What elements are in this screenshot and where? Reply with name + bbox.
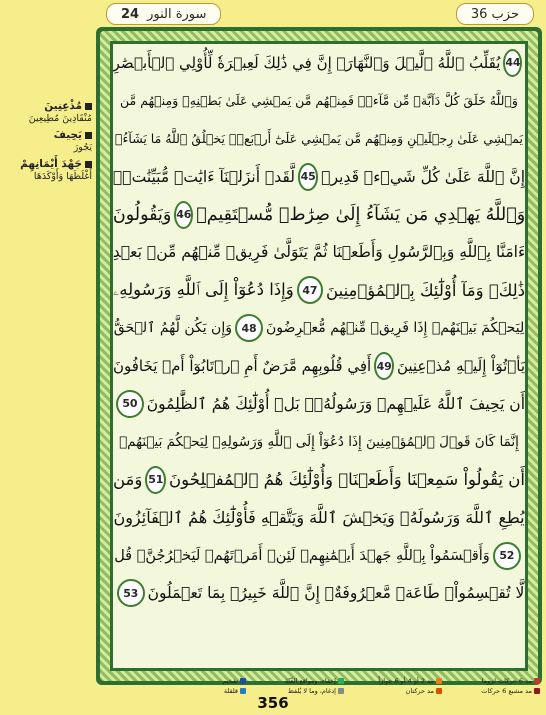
text-line [113, 574, 525, 612]
verse-text: ءَامَنَّا بِٱللَّهِ وَبِٱلرَّسُولِ وَأَطَعۡنَا ثُمَّ يَتَوَلَّىٰ فَرِيقٞ مِّنۡهُم مِّنۢ بَعۡدِ [113, 243, 525, 262]
verse-text: لِيَحۡكُمَ بَيۡنَهُمۡ إِذَا فَرِيقٞ مِّنۡهُم مُّعۡرِضُونَ [265, 320, 525, 337]
glossary-panel [2, 96, 92, 183]
text-line [113, 347, 525, 385]
text-line [113, 158, 525, 196]
legend-item: تفخيم [152, 676, 246, 685]
legend-item: مد 2 أو 4 أو 6 جوازاً [348, 676, 442, 685]
ayah-marker: 49 [374, 352, 394, 380]
text-line [113, 82, 525, 120]
ayah-marker: 51 [145, 466, 166, 494]
color-swatch-icon [338, 688, 344, 694]
verse-text: إِنَّ ٱللَّهَ عَلَىٰ كُلِّ شَيۡءٖ قَدِيرٞ [321, 167, 525, 186]
verse-text: وَٱللَّهُ خَلَقَ كُلَّ دَآبَّةٖ مِّن مَّآءٖۖ فَمِنۡهُم مَّن يَمۡشِي عَلَىٰ بَطۡنِهِۦ وَمِنۡهُم مَّن [120, 93, 518, 109]
legend-item: مد حركتان [348, 686, 442, 695]
color-swatch-icon [240, 688, 246, 694]
color-swatch-icon [436, 678, 442, 684]
legend-item: مد مشبع 6 حركات [446, 686, 540, 695]
page-number: 356 [257, 694, 289, 712]
surah-title: سورة النور [147, 6, 207, 22]
text-line [113, 44, 525, 82]
verse-text: وَأَقۡسَمُواْ بِٱللَّهِ جَهۡدَ أَيۡمَٰنِهِمۡ لَئِنۡ أَمَرۡتَهُمۡ لَيَخۡرُجُنَّۖ قُل [114, 547, 490, 564]
glossary-definition: يَجُورَ [73, 142, 92, 153]
bullet-icon [85, 161, 92, 168]
color-swatch-icon [534, 688, 540, 694]
text-line [113, 120, 525, 158]
text-line [113, 537, 525, 575]
verse-text: يُقَلِّبُ ٱللَّهُ ٱلَّيۡلَ وَٱلنَّهَارَۚ إِنَّ فِي ذَٰلِكَ لَعِبۡرَةٗ لِّأُوْلِي ٱلۡأَبۡصَٰرِ [113, 53, 501, 72]
text-line [113, 423, 525, 461]
verse-text: يَأۡتُوٓاْ إِلَيۡهِ مُذۡعِنِينَ [396, 357, 525, 376]
hizb-header [456, 3, 534, 25]
ayah-marker: 50 [116, 390, 144, 418]
legend-item: إخفاء، ومواقع الغُنّة [250, 676, 344, 685]
text-line [113, 461, 525, 499]
legend-item: إدغام، وما لا يُلفظ [250, 686, 344, 695]
color-swatch-icon [534, 678, 540, 684]
legend-item: مد 6 حركات لزوما [446, 676, 540, 685]
surah-page-number: 24 [121, 6, 140, 22]
verse-text: لَّا تُقۡسِمُواْۖ طَاعَةٞ مَّعۡرُوفَةٌۚ إِنَّ ٱللَّهَ خَبِيرُۢ بِمَا تَعۡمَلُونَ [147, 584, 525, 603]
verse-text: أَن يَحِيفَ ٱللَّهُ عَلَيۡهِمۡ وَرَسُولُهُۥۚ بَلۡ أُوْلَٰٓئِكَ هُمُ ٱلظَّٰلِمُونَ [146, 394, 525, 413]
text-line [113, 233, 525, 271]
ayah-marker: 53 [117, 579, 145, 607]
bullet-icon [85, 132, 92, 139]
verse-text: وَإِن يَكُن لَّهُمُ ٱلۡحَقُّ [113, 320, 232, 337]
verse-text: أَن يَقُولُواْ سَمِعۡنَا وَأَطَعۡنَاۚ وَأُوْلَٰٓئِكَ هُمُ ٱلۡمُفۡلِحُونَ [169, 470, 525, 490]
verse-text: وَإِذَا دُعُوٓاْ إِلَى ٱللَّهِ وَرَسُولِهِۦ [113, 280, 294, 300]
ayah-marker: 44 [503, 49, 522, 77]
verse-text: ذَٰلِكَۚ وَمَآ أُوْلَٰٓئِكَ بِٱلۡمُؤۡمِنِينَ [326, 280, 525, 300]
verse-text: يَمۡشِي عَلَىٰ رِجۡلَيۡنِ وَمِنۡهُم مَّن يَمۡشِي عَلَىٰٓ أَرۡبَعٖۚ يَخۡلُقُ ٱللَّهُ مَا يَشَآءُۚ [115, 131, 524, 147]
quran-text-area [113, 44, 525, 668]
ayah-marker: 52 [493, 542, 521, 570]
text-line [113, 196, 525, 234]
text-line [113, 499, 525, 537]
verse-text: أَفِي قُلُوبِهِم مَّرَضٌ أَمِ ٱرۡتَابُوٓاْ أَمۡ يَخَافُونَ [113, 357, 372, 376]
ayah-marker: 45 [298, 163, 318, 191]
glossary-term: مُذْعِنِينَ [2, 100, 92, 112]
ayah-marker: 47 [297, 276, 323, 304]
bullet-icon [85, 103, 92, 110]
color-swatch-icon [338, 678, 344, 684]
text-line [113, 271, 525, 309]
verse-text: وَيَقُولُونَ [113, 204, 172, 225]
verse-text: وَٱللَّهُ يَهۡدِي مَن يَشَآءُ إِلَىٰ صِرَٰطٖ مُّسۡتَقِيمٖ [196, 204, 525, 225]
glossary-term: يَحِيفَ [2, 129, 92, 141]
text-line [113, 385, 525, 423]
ayah-marker: 46 [174, 201, 193, 229]
hizb-label: حزب 36 [470, 6, 519, 22]
legend-item: قلقلة [152, 686, 246, 695]
surah-header [106, 3, 221, 25]
color-swatch-icon [240, 678, 246, 684]
glossary-definition: أَغْلَظَهَا وَأَوْكَدَهَا [33, 171, 92, 182]
verse-text: يُطِعِ ٱللَّهَ وَرَسُولَهُۥ وَيَخۡشَ ٱللَّهَ وَيَتَّقۡهِ فَأُوْلَٰٓئِكَ هُمُ ٱلۡفَآئِزُونَ [113, 508, 525, 528]
glossary-definition: مُنْقَادِينَ مُطِيعِينَ [28, 113, 92, 124]
color-swatch-icon [436, 688, 442, 694]
glossary-term: جَهْدَ أَيْمَانِهِمْ [2, 158, 92, 170]
ayah-marker: 48 [235, 314, 263, 342]
verse-text: لَّقَدۡ أَنزَلۡنَآ ءَايَٰتٖ مُّبَيِّنَٰتٖۚ [113, 167, 295, 186]
verse-text: إِنَّمَا كَانَ قَوۡلَ ٱلۡمُؤۡمِنِينَ إِذَا دُعُوٓاْ إِلَى ٱللَّهِ وَرَسُولِهِۦ لِيَحۡكُمَ بَيۡنَهُمۡ [119, 433, 519, 450]
verse-text: وَمَن [113, 470, 143, 490]
tajweed-legend [140, 676, 540, 696]
text-line [113, 309, 525, 347]
page-header [100, 3, 540, 25]
